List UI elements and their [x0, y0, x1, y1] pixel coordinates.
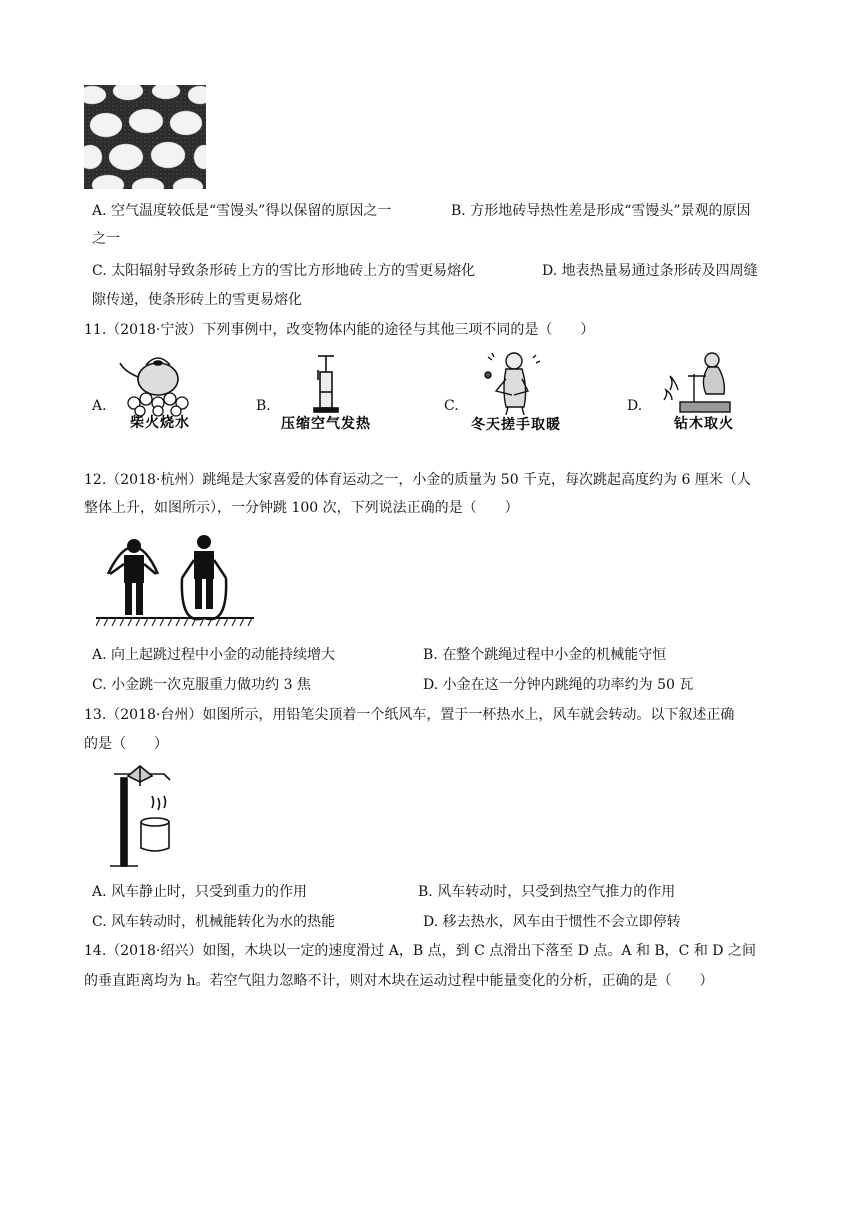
q12-option-b: B. 在整个跳绳过程中小金的机械能守恒 — [423, 647, 667, 663]
q12-option-c: C. 小金跳一次克服重力做功约 3 焦 — [92, 677, 311, 693]
q12-stem-line2: 整体上升，如图所示），一分钟跳 100 次，下列说法正确的是（ ） — [84, 500, 519, 516]
q13-option-b: B. 风车转动时，只受到热空气推力的作用 — [418, 884, 676, 900]
air-pump-icon — [280, 352, 372, 432]
q12-option-d: D. 小金在这一分钟内跳绳的功率约为 50 瓦 — [423, 677, 694, 693]
q10-option-d-continued: 隙传递，使条形砖上的雪更易熔化 — [92, 292, 302, 308]
snow-tiles-photo — [84, 85, 206, 189]
q10-option-b: B. 方形地砖导热性差是形成“雪馒头”景观的原因 — [451, 203, 751, 219]
q11-option-b-label: B. — [256, 398, 271, 414]
q13-option-d: D. 移去热水，风车由于惯性不会立即停转 — [423, 914, 681, 930]
jump-rope-figure — [96, 534, 254, 630]
q13-stem-line1: 13.（2018·台州）如图所示，用铅笔尖顶着一个纸风车，置于一杯热水上，风车就会转动。以下叙述正确 — [84, 707, 735, 723]
q10-option-c: C. 太阳辐射导致条形砖上方的雪比方形地砖上方的雪更易熔化 — [92, 263, 476, 279]
drill-fire-icon — [650, 350, 750, 432]
q11-option-b-caption: 压缩空气发热 — [281, 416, 371, 432]
q14-stem-line2: 的垂直距离均为 h。若空气阻力忽略不计，则对木块在运动过程中能量变化的分析，正确的是（ ） — [84, 973, 714, 989]
q11-option-c-caption: 冬天搓手取暖 — [471, 417, 561, 433]
q11-option-a-caption: 柴火烧水 — [130, 415, 190, 431]
rubbing-hands-icon — [466, 345, 566, 433]
q11-option-d-label: D. — [627, 398, 643, 414]
q13-stem-line2: 的是（ ） — [84, 736, 168, 752]
q13-option-a: A. 风车静止时，只受到重力的作用 — [92, 884, 308, 900]
q10-option-b-continued: 之一 — [92, 231, 120, 247]
q11-option-d-caption: 钻木取火 — [674, 416, 734, 432]
q10-option-a: A. 空气温度较低是“雪馒头”得以保留的原因之一 — [92, 203, 392, 219]
q10-option-d: D. 地表热量易通过条形砖及四周缝 — [542, 263, 758, 279]
q12-option-a: A. 向上起跳过程中小金的动能持续增大 — [92, 647, 336, 663]
kettle-fire-icon — [114, 345, 206, 431]
q11-stem: 11.（2018·宁波）下列事例中，改变物体内能的途径与其他三项不同的是（ ） — [84, 322, 595, 338]
q12-stem-line1: 12.（2018·杭州）跳绳是大家喜爱的体育运动之一，小金的质量为 50 千克，每次跳起高度约为 6 厘米（人 — [84, 472, 751, 488]
pinwheel-hot-water-figure — [110, 764, 174, 870]
q11-option-c-label: C. — [444, 398, 459, 414]
q13-option-c: C. 风车转动时，机械能转化为水的热能 — [92, 914, 336, 930]
q11-option-a-label: A. — [92, 398, 107, 414]
q14-stem-line1: 14.（2018·绍兴）如图，木块以一定的速度滑过 A，B 点，到 C 点滑出下落至 D 点。A 和 B，C 和 D 之间 — [84, 943, 756, 959]
